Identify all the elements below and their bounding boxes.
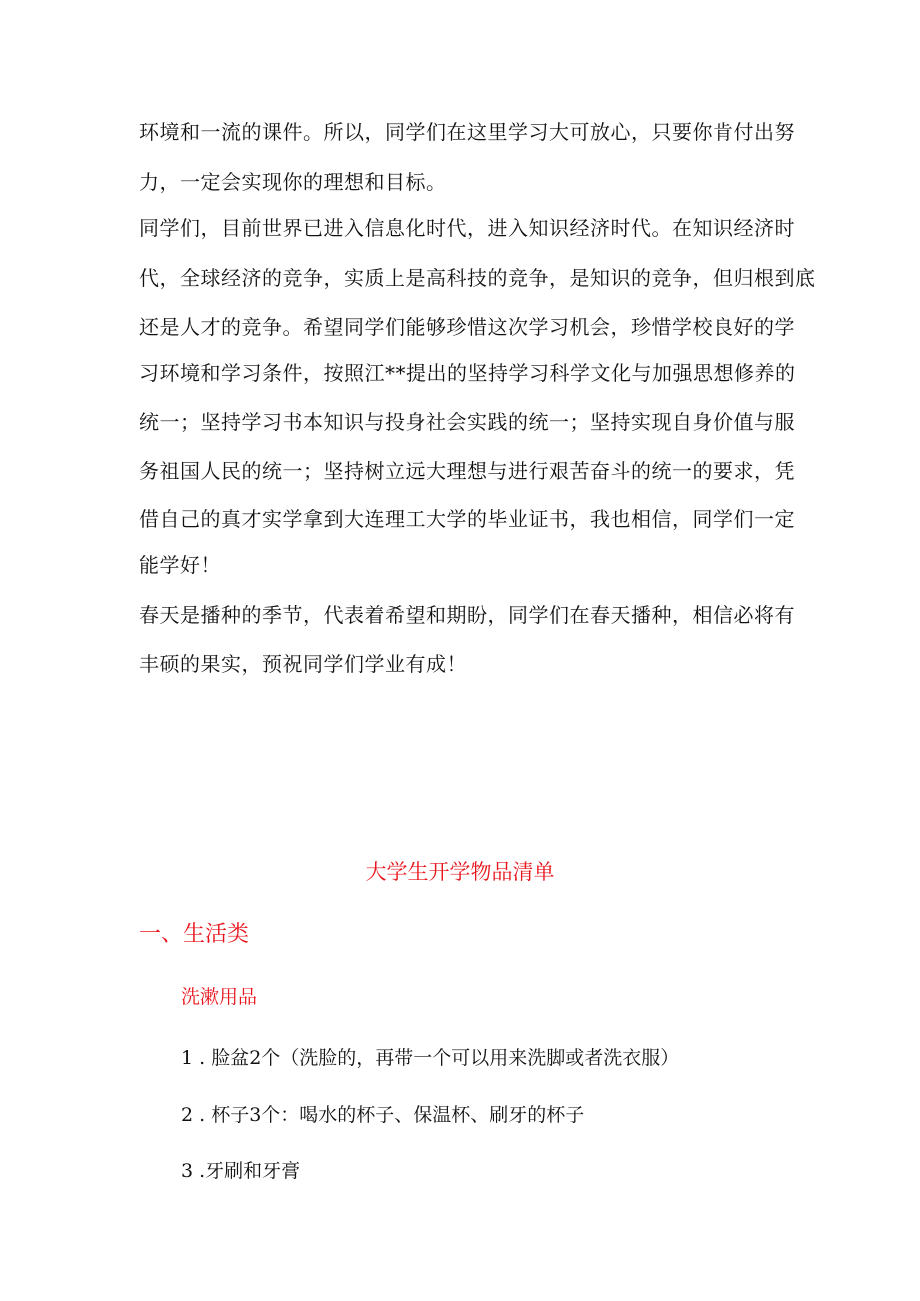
section-heading: 一、生活类 — [139, 922, 250, 947]
paragraph-line: 丰硕的果实，预祝同学们学业有成！ — [139, 652, 467, 676]
paragraph-line: 力，一定会实现你的理想和目标。 — [139, 170, 447, 194]
sub-heading: 洗漱用品 — [181, 986, 258, 1008]
paragraph-line: 环境和一流的课件。所以，同学们在这里学习大可放心，只要你肯付出努 — [139, 120, 795, 144]
paragraph-line: 春天是播种的季节，代表着希望和期盼，同学们在春天播种，相信必将有 — [139, 603, 795, 627]
paragraph-line: 务祖国人民的统一；坚持树立远大理想与进行艰苦奋斗的统一的要求，凭 — [139, 459, 795, 483]
paragraph-line: 还是人才的竞争。希望同学们能够珍惜这次学习机会，珍惜学校良好的学 — [139, 315, 795, 339]
checklist-title: 大学生开学物品清单 — [365, 860, 555, 884]
paragraph-line: 借自己的真才实学拿到大连理工大学的毕业证书，我也相信，同学们一定 — [139, 507, 795, 531]
paragraph-line: 习环境和学习条件，按照江**提出的坚持学习科学文化与加强思想修养的 — [139, 361, 796, 385]
paragraph-line: 统一；坚持学习书本知识与投身社会实践的统一；坚持实现自身价值与服 — [139, 410, 795, 434]
list-item: 2 . 杯子3个：喝水的杯子、保温杯、刷牙的杯子 — [181, 1104, 585, 1126]
paragraph-line: 能学好！ — [139, 553, 221, 577]
paragraph-line: 同学们，目前世界已进入信息化时代，进入知识经济时代。在知识经济时 — [139, 216, 795, 240]
list-item: 3 .牙刷和牙膏 — [181, 1160, 301, 1182]
paragraph-line: 代，全球经济的竞争，实质上是高科技的竞争，是知识的竞争，但归根到底 — [139, 266, 816, 290]
list-item: 1 . 脸盆2个（洗脸的，再带一个可以用来洗脚或者洗衣服） — [181, 1047, 680, 1069]
